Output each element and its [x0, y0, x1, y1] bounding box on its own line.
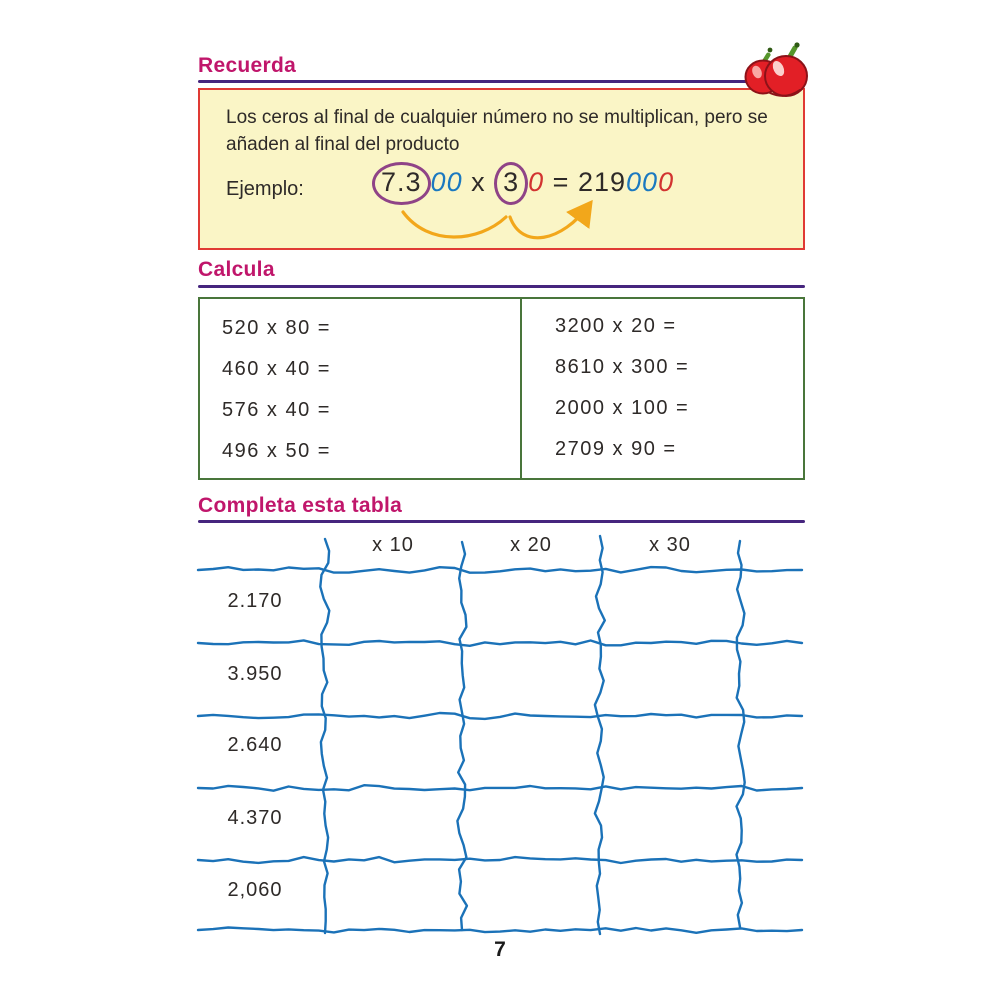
table-cell[interactable] [467, 720, 597, 780]
expression-segment: 00 [626, 167, 659, 197]
table-cell[interactable] [330, 864, 460, 924]
expression-segment: 3 [503, 167, 520, 197]
table-cell[interactable] [330, 648, 460, 708]
remember-text: Los ceros al final de cualquier número no se multiplican, pero se añaden al final del producto [226, 107, 768, 155]
table-cell[interactable] [330, 720, 460, 780]
table-col-header: x 10 [372, 534, 414, 556]
calc-column-left [200, 299, 522, 478]
expression-segment: 7.3 [381, 167, 422, 197]
table-col-header: x 20 [510, 534, 552, 556]
section-title-recuerda: Recuerda [198, 54, 297, 77]
calc-box [198, 297, 805, 480]
circled-digit [494, 162, 528, 205]
circled-digits [372, 162, 431, 205]
example-label: Ejemplo: [226, 178, 304, 200]
table-cell[interactable] [605, 792, 735, 852]
expression-segment: 0 [528, 167, 545, 197]
table-cell[interactable] [467, 648, 597, 708]
table-col-header: x 30 [649, 534, 691, 556]
table-row-label: 2.640 [227, 734, 283, 756]
calc-problem: 520 x 80 = [222, 317, 331, 339]
expression-segment: 00 [430, 167, 463, 197]
table-cell[interactable] [605, 864, 735, 924]
table-cell[interactable] [330, 792, 460, 852]
section-rule [198, 80, 805, 83]
table-row-label: 2,060 [227, 879, 283, 901]
calc-problem: 2000 x 100 = [555, 397, 690, 419]
calc-problem: 496 x 50 = [222, 440, 331, 462]
calc-problem: 576 x 40 = [222, 399, 331, 421]
table-cell[interactable] [467, 575, 597, 635]
table-row-label: 3.950 [227, 663, 283, 685]
section-rule [198, 285, 805, 288]
expression-segment: = [544, 167, 578, 197]
multiplication-table [190, 533, 810, 938]
table-cell[interactable] [467, 792, 597, 852]
section-rule [198, 520, 805, 523]
table-row-label: 2.170 [227, 590, 283, 612]
table-cell[interactable] [467, 864, 597, 924]
section-title-calcula: Calcula [198, 258, 275, 281]
example-expression [372, 166, 674, 201]
expression-segment: 0 [658, 167, 675, 197]
section-title-completa: Completa esta tabla [198, 494, 403, 517]
calc-problem: 2709 x 90 = [555, 438, 677, 460]
calc-problem: 460 x 40 = [222, 358, 331, 380]
calc-column-right [522, 299, 803, 478]
expression-segment: x [462, 167, 495, 197]
expression-segment: 219 [577, 167, 627, 197]
apples-icon [740, 40, 814, 107]
table-cell[interactable] [605, 720, 735, 780]
table-row-label: 4.370 [227, 807, 283, 829]
table-cell[interactable] [330, 575, 460, 635]
table-cell[interactable] [605, 648, 735, 708]
page-number: 7 [494, 938, 506, 961]
calc-problem: 3200 x 20 = [555, 315, 677, 337]
calc-problem: 8610 x 300 = [555, 356, 690, 378]
table-cell[interactable] [605, 575, 735, 635]
remember-box [198, 88, 805, 250]
